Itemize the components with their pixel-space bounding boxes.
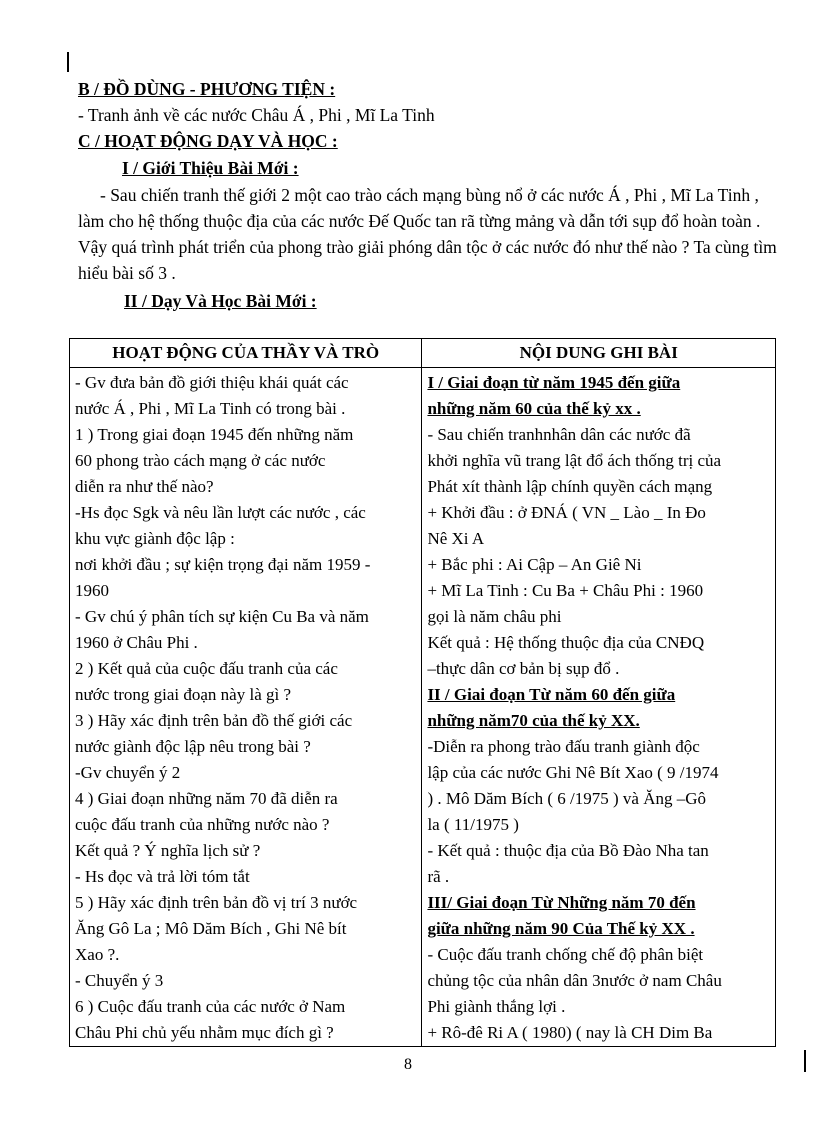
part-2-heading: II / Dạy Và Học Bài Mới : xyxy=(124,291,317,311)
table-header-row xyxy=(70,339,776,368)
content-line: những năm70 của thế kỷ XX. xyxy=(427,711,640,730)
activity-line: 3 ) Hãy xác định trên bản đồ thế giới các xyxy=(75,711,353,730)
content-line: la ( 11/1975 ) xyxy=(427,815,519,834)
activity-line: diễn ra như thế nào? xyxy=(75,477,214,496)
header-content: NỘI DUNG GHI BÀI xyxy=(422,339,776,368)
content-line: Phi giành thắng lợi . xyxy=(427,997,566,1016)
activity-line: - Gv chú ý phân tích sự kiện Cu Ba và năm xyxy=(75,607,369,626)
content-line: –thực dân cơ bản bị sụp đổ . xyxy=(427,659,620,678)
content-line: Phát xít thành lập chính quyền cách mạng xyxy=(427,477,713,496)
section-b-heading: B / ĐỒ DÙNG - PHƯƠNG TIỆN : xyxy=(78,79,336,99)
content-line: + Khởi đầu : ở ĐNÁ ( VN _ Lào _ In Đo xyxy=(427,503,706,522)
activity-line: 1960 ở Châu Phi . xyxy=(75,633,198,652)
activity-line: -Gv chuyển ý 2 xyxy=(75,763,181,782)
activity-line: 1960 xyxy=(75,581,109,600)
content-line: - Cuộc đấu tranh chống chế độ phân biệt xyxy=(427,945,704,964)
activity-line: - Hs đọc và trả lời tóm tắt xyxy=(75,867,250,886)
activity-line: 5 ) Hãy xác định trên bản đồ vị trí 3 nước xyxy=(75,893,358,912)
activities-cell xyxy=(70,368,422,1047)
activity-line: nơi khởi đầu ; sự kiện trọng đại năm 1959 - xyxy=(75,555,371,574)
content-line: những năm 60 của thế kỷ xx . xyxy=(427,399,641,418)
content-line: + Mĩ La Tinh : Cu Ba + Châu Phi : 1960 xyxy=(427,581,704,600)
section-c-heading: C / HOẠT ĐỘNG DẠY VÀ HỌC : xyxy=(78,131,338,151)
activity-line: nước trong giai đoạn này là gì ? xyxy=(75,685,292,704)
content-line: khởi nghĩa vũ trang lật đổ ách thống trị của xyxy=(427,451,722,470)
lesson-table xyxy=(69,338,776,1047)
activity-line: 2 ) Kết quả của cuộc đấu tranh của các xyxy=(75,659,338,678)
content-line: gọi là năm châu phi xyxy=(427,607,562,626)
content-line: Kết quả : Hệ thống thuộc địa của CNĐQ xyxy=(427,633,705,652)
intro-paragraph xyxy=(78,182,786,286)
activity-line: khu vực giành độc lập : xyxy=(75,529,235,548)
activity-line: 1 ) Trong giai đoạn 1945 đến những năm xyxy=(75,425,354,444)
page-edge-mark xyxy=(804,1050,806,1072)
activity-line: nước giành độc lập nêu trong bài ? xyxy=(75,737,311,756)
content-line: giữa những năm 90 Của Thế kỷ XX . xyxy=(427,919,695,938)
part-1-heading: I / Giới Thiệu Bài Mới : xyxy=(122,158,299,178)
activity-line: -Hs đọc Sgk và nêu lần lượt các nước , các xyxy=(75,503,366,522)
page-number: 8 xyxy=(404,1056,412,1073)
header-activities: HOẠT ĐỘNG CỦA THẦY VÀ TRÒ xyxy=(70,339,422,368)
content-line: -Diễn ra phong trào đấu tranh giành độc xyxy=(427,737,700,756)
text-cursor-mark xyxy=(67,52,69,72)
content-line: + Bắc phi : Ai Cập – An Giê Ni xyxy=(427,555,642,574)
activity-line: Châu Phi chủ yếu nhằm mục đích gì ? xyxy=(75,1023,334,1042)
activity-line: - Chuyển ý 3 xyxy=(75,971,164,990)
content-line: lập của các nước Ghi Nê Bít Xao ( 9 /1974 xyxy=(427,763,719,782)
content-line: I / Giai đoạn từ năm 1945 đến giữa xyxy=(427,373,681,392)
content-line: - Kết quả : thuộc địa của Bồ Đào Nha tan xyxy=(427,841,709,860)
activity-line: nước Á , Phi , Mĩ La Tinh có trong bài . xyxy=(75,399,346,418)
activity-line: Kết quả ? Ý nghĩa lịch sử ? xyxy=(75,841,261,860)
section-b-item: - Tranh ảnh về các nước Châu Á , Phi , Mĩ La Tinh xyxy=(78,105,435,125)
content-line: + Rô-đê Ri A ( 1980) ( nay là CH Dim Ba xyxy=(427,1023,713,1042)
content-line: ) . Mô Dăm Bích ( 6 /1975 ) và Ăng –Gô xyxy=(427,789,707,808)
content-line: Nê Xi A xyxy=(427,529,485,548)
content-line: rã . xyxy=(427,867,450,886)
activity-line: 6 ) Cuộc đấu tranh của các nước ở Nam xyxy=(75,997,346,1016)
activity-line: - Gv đưa bản đồ giới thiệu khái quát các xyxy=(75,373,349,392)
activity-line: Ăng Gô La ; Mô Dăm Bích , Ghi Nê bít xyxy=(75,919,347,938)
content-line: II / Giai đoạn Từ năm 60 đến giữa xyxy=(427,685,676,704)
content-line: III/ Giai đoạn Từ Những năm 70 đến xyxy=(427,893,696,912)
activity-line: 60 phong trào cách mạng ở các nước xyxy=(75,451,326,470)
activity-line: cuộc đấu tranh của những nước nào ? xyxy=(75,815,330,834)
activity-line: 4 ) Giai đoạn những năm 70 đã diễn ra xyxy=(75,789,338,808)
content-cell xyxy=(422,368,776,1047)
content-line: chủng tộc của nhân dân 3nước ở nam Châu xyxy=(427,971,722,990)
content-line: - Sau chiến tranhnhân dân các nước đã xyxy=(427,425,691,444)
activity-line: Xao ?. xyxy=(75,945,120,964)
intro-text: - Sau chiến tranh thế giới 2 một cao trào cách mạng bùng nổ ở các nước Á , Phi , Mĩ La Tinh , làm cho hệ thống thuộc địa của các nước Đế Quốc tan rã từng mảng và dẫn tới sụp đổ hoàn toàn . Vậy quá trình phát triển của phong trào giải phóng dân tộc ở các nước đó như thế nào ? Ta cùng tìm hiểu bài số 3 . xyxy=(78,185,777,283)
table-row xyxy=(70,368,776,1047)
